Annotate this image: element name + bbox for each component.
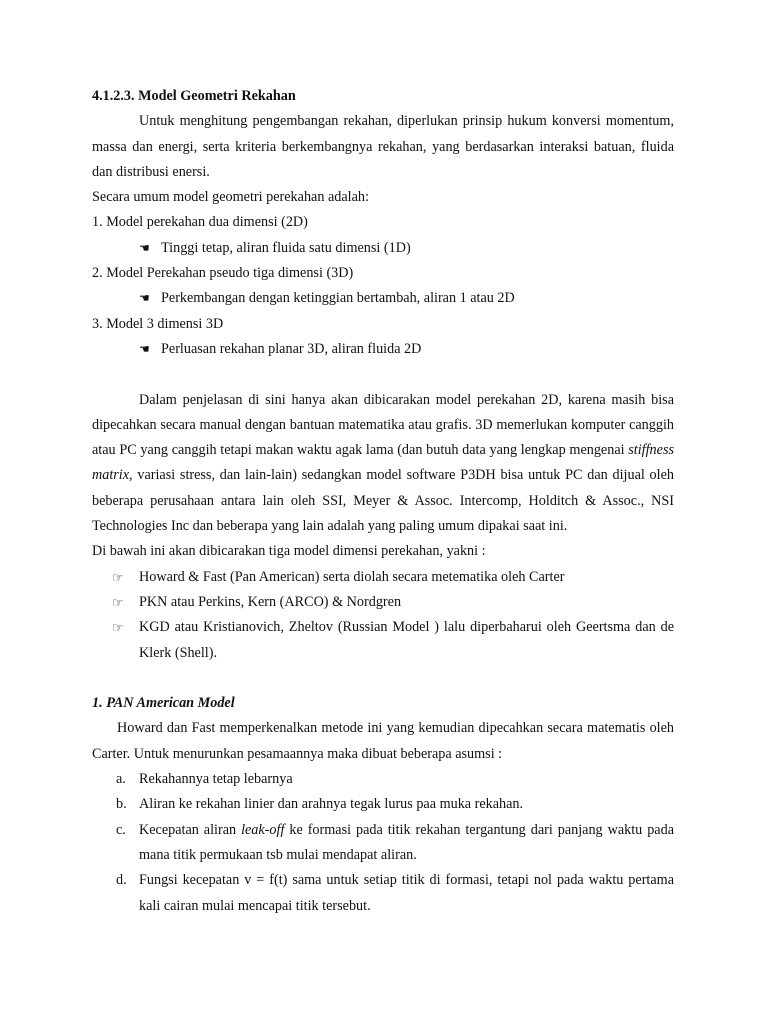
- three-model-3: KGD atau Kristianovich, Zheltov (Russian Model ) lalu diperbaharui oleh Geertsma dan de Klerk (Shell).: [139, 619, 674, 661]
- assumption-b: Aliran ke rekahan linier dan arahnya tegak lurus paa muka rekahan.: [139, 796, 524, 813]
- list-item: [92, 565, 674, 590]
- assumption-c-italic-term: leak-off: [241, 821, 285, 838]
- explanation-part-2: , variasi stress, dan lain-lain) sedangkan model software P3DH bisa untuk PC dan dijual oleh beberapa perusahaan antara lain oleh SSI, Meyer & Assoc. Intercomp, Holditch & Assoc., NSI Technologies Inc dan beberapa yang lain adalah yang paling umum dipakai saat ini.: [92, 467, 674, 535]
- intro-paragraph: Untuk menghitung pengembangan rekahan, diperlukan prinsip hukum konversi momentum, massa dan energi, serta kriteria berkembangnya rekahan, yang berdasarkan interaksi batuan, fluida dan distribusi enersi.: [92, 113, 674, 180]
- pointing-hand-left-icon: ☚: [139, 291, 150, 306]
- models-intro: Secara umum model geometri perekahan adalah:: [92, 189, 369, 206]
- pan-american-heading: 1. PAN American Model: [92, 695, 235, 712]
- assumption-d: Fungsi kecepatan v = f(t) sama untuk setiap titik di formasi, tetapi nol pada waktu pertama kali cairan mulai mencapai titik tersebut.: [139, 872, 674, 914]
- model-2-detail-line: [92, 286, 674, 311]
- assumption-marker: c.: [116, 821, 126, 838]
- spacer: [92, 666, 674, 691]
- pan-american-intro: Howard dan Fast memperkenalkan metode ini yang kemudian dipecahkan secara matematis oleh Carter. Untuk menurunkan pesamaannya maka dibuat beberapa asumsi :: [92, 720, 674, 762]
- model-1-title: 1. Model perekahan dua dimensi (2D): [92, 214, 308, 231]
- assumption-c: [139, 818, 674, 869]
- model-3-detail-line: [92, 337, 674, 362]
- assumption-a: Rekahannya tetap lebarnya: [139, 771, 293, 788]
- pointing-hand-left-icon: ☚: [139, 240, 150, 255]
- section-heading: 4.1.2.3. Model Geometri Rekahan: [92, 88, 296, 104]
- pointing-hand-left-icon: ☚: [139, 341, 150, 356]
- explanation-part-1: Dalam penjelasan di sini hanya akan dibicarakan model perekahan 2D, karena masih bisa dipecahkan secara manual dengan bantuan matematika atau grafis. 3D memerlukan komputer canggih atau PC yang canggih tetapi makan waktu agak lama (dan butuh data yang lengkap mengenai: [92, 391, 674, 459]
- explanation-italic-term: stiffness matrix: [92, 442, 674, 484]
- page-content: [92, 84, 674, 919]
- model-2-title: 2. Model Perekahan pseudo tiga dimensi (3D): [92, 265, 354, 282]
- assumption-c-pre: Kecepatan aliran: [139, 821, 242, 838]
- three-model-2: PKN atau Perkins, Kern (ARCO) & Nordgren: [139, 593, 402, 610]
- model-1-detail: Tinggi tetap, aliran fluida satu dimensi (1D): [161, 239, 411, 256]
- pointing-hand-right-icon: ☞: [112, 594, 124, 610]
- three-model-1: Howard & Fast (Pan American) serta diolah secara metematika oleh Carter: [139, 568, 565, 585]
- assumption-marker: d.: [116, 872, 127, 889]
- pointing-hand-right-icon: ☞: [112, 620, 124, 636]
- assumption-item: [92, 818, 674, 869]
- model-1-detail-line: [92, 236, 674, 261]
- three-models-intro: Di bawah ini akan dibicarakan tiga model dimensi perekahan, yakni :: [92, 543, 486, 560]
- pointing-hand-right-icon: ☞: [112, 569, 124, 585]
- assumption-item: [92, 868, 674, 919]
- list-item: [92, 590, 674, 615]
- list-item: [92, 615, 674, 666]
- assumption-item: [92, 767, 674, 792]
- assumption-marker: b.: [116, 796, 127, 813]
- assumption-marker: a.: [116, 771, 126, 788]
- assumption-c-post: ke formasi pada titik rekahan tergantung dari panjang waktu pada mana titik permukaan tsb mulai mendapat aliran.: [139, 821, 674, 863]
- model-2-detail: Perkembangan dengan ketinggian bertambah, aliran 1 atau 2D: [161, 290, 515, 307]
- explanation-paragraph: [92, 388, 674, 540]
- model-3-title: 3. Model 3 dimensi 3D: [92, 315, 224, 332]
- spacer: [92, 362, 674, 387]
- assumption-item: [92, 792, 674, 817]
- model-3-detail: Perluasan rekahan planar 3D, aliran fluida 2D: [161, 340, 422, 357]
